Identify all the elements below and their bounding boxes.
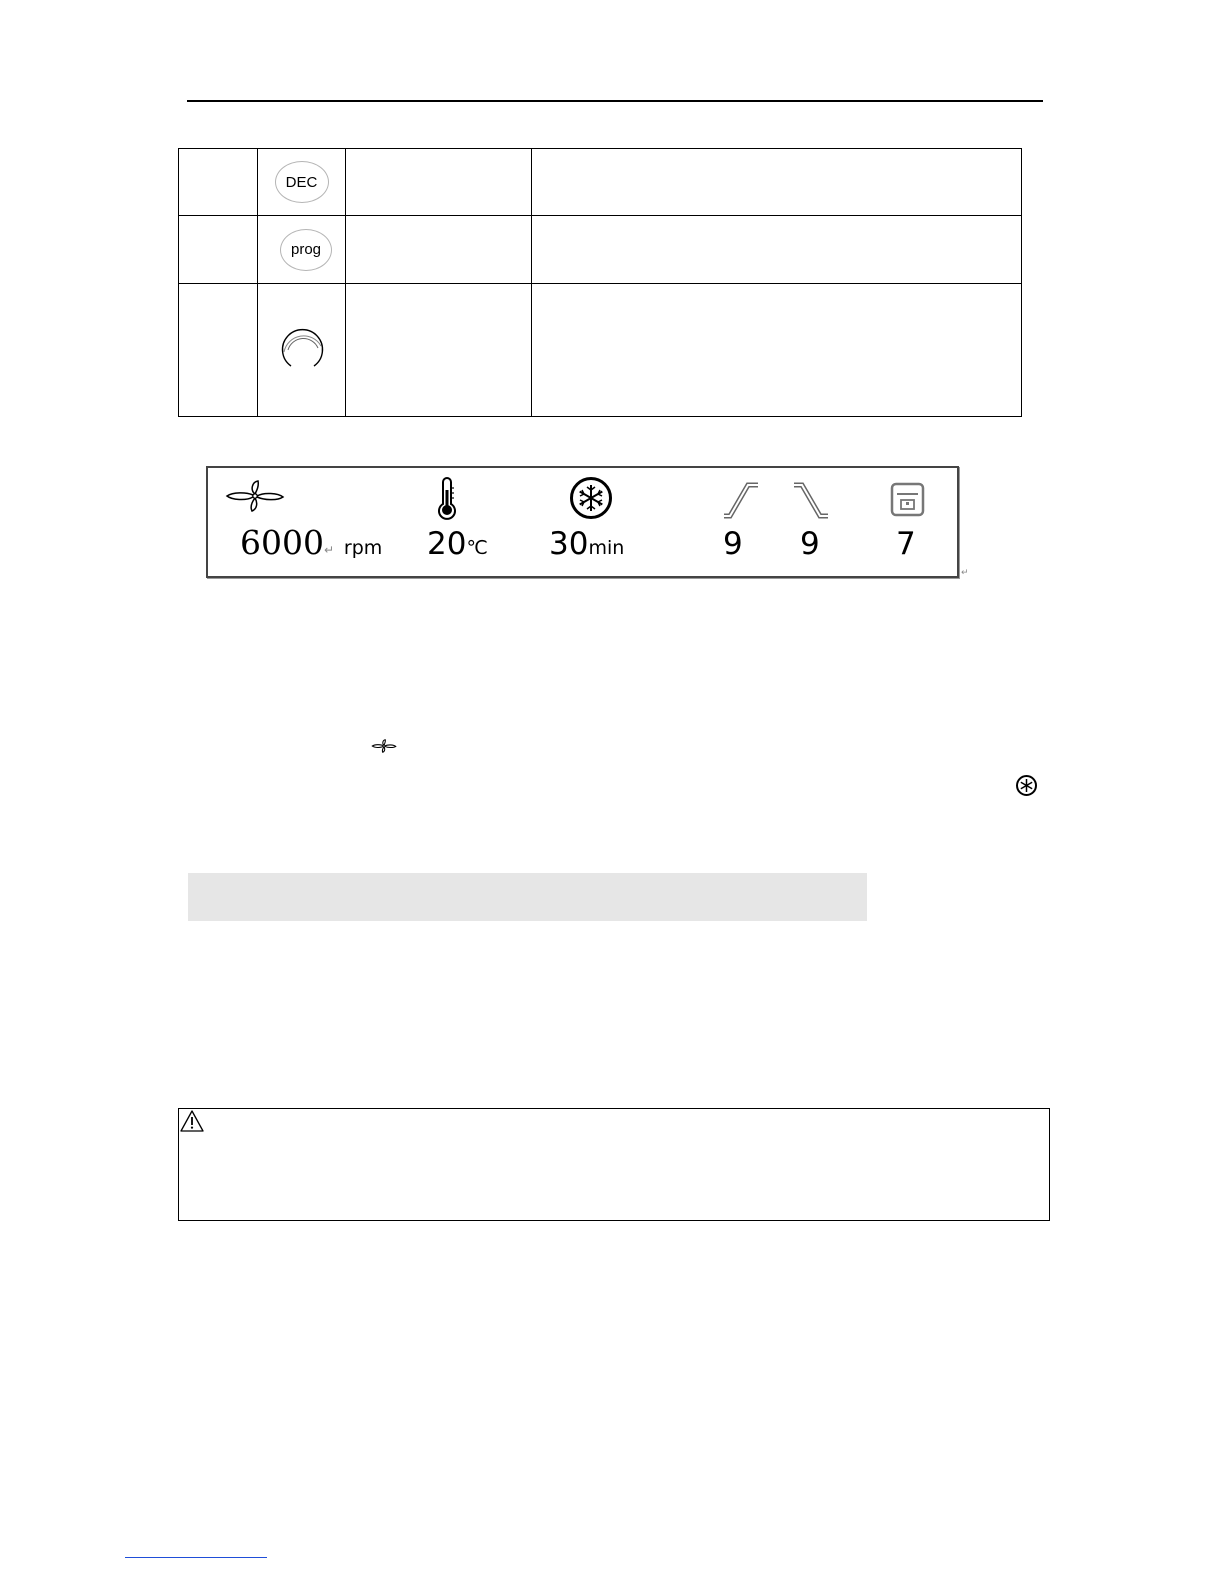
- time-unit: min: [588, 537, 625, 559]
- table-row: [179, 216, 1022, 284]
- fan-icon: [224, 478, 286, 514]
- temperature-value: 20: [427, 526, 467, 562]
- temperature-unit: ℃: [466, 537, 488, 559]
- key-description-cell: [532, 216, 1022, 284]
- row-number-cell: [179, 149, 258, 216]
- header-rule: [187, 100, 1043, 102]
- dec-button[interactable]: DEC: [275, 161, 329, 203]
- key-description-cell: [532, 284, 1022, 417]
- table-row: [179, 284, 1022, 417]
- snowflake-icon: [1014, 774, 1039, 797]
- deceleration-ramp-icon: [792, 480, 832, 520]
- paragraph-mark: ↵: [961, 568, 969, 578]
- key-icon-cell: [258, 284, 346, 417]
- time-value: 30: [549, 526, 589, 562]
- key-icon-cell: [258, 149, 346, 216]
- fan-icon: [371, 735, 397, 757]
- lcd-display-panel: [206, 466, 959, 578]
- warning-triangle-icon: [179, 1109, 205, 1133]
- footnote-link-rule[interactable]: [125, 1557, 267, 1558]
- acceleration-value: 9: [723, 526, 743, 562]
- warning-box: [178, 1108, 1050, 1221]
- deceleration-value: 9: [800, 526, 820, 562]
- table-row: [179, 149, 1022, 216]
- row-number-cell: [179, 284, 258, 417]
- highlight-band: [188, 873, 867, 921]
- key-name-cell: [346, 149, 532, 216]
- speed-unit: rpm: [343, 537, 383, 559]
- program-memory-icon: [890, 482, 926, 518]
- speed-value: 6000: [240, 523, 324, 562]
- key-function-table: [178, 148, 1022, 417]
- rotary-knob-icon[interactable]: [274, 322, 330, 378]
- thermometer-icon: [434, 476, 460, 520]
- prog-button[interactable]: prog: [280, 229, 332, 271]
- key-name-cell: [346, 284, 532, 417]
- key-name-cell: [346, 216, 532, 284]
- key-description-cell: [532, 149, 1022, 216]
- return-mark: ↵: [323, 543, 335, 557]
- program-value: 7: [896, 526, 916, 562]
- acceleration-ramp-icon: [722, 480, 762, 520]
- row-number-cell: [179, 216, 258, 284]
- snowflake-timer-icon: [566, 476, 616, 520]
- key-icon-cell: [258, 216, 346, 284]
